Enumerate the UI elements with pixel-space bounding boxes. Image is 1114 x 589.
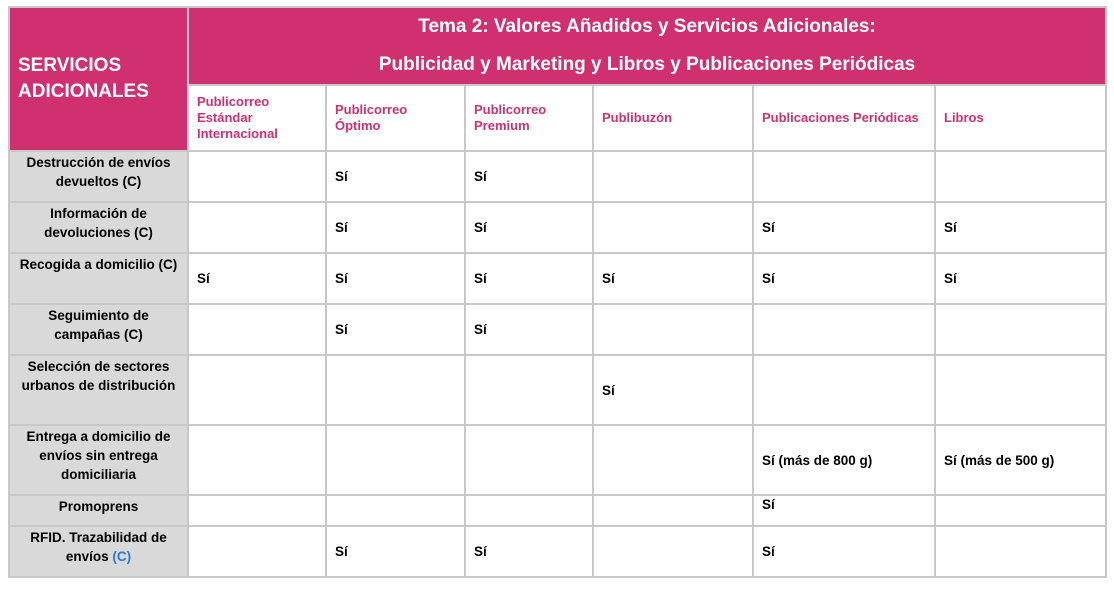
row-label-main: RFID. Trazabilidad de envíos — [30, 530, 167, 564]
column-header: Publicorreo Óptimo — [326, 85, 465, 151]
table-cell — [188, 355, 326, 425]
table-row — [9, 151, 1106, 202]
table-cell: Sí — [935, 202, 1106, 253]
table-cell — [935, 495, 1106, 526]
table-cell: Sí — [465, 304, 593, 355]
services-table-wrapper — [8, 6, 1105, 578]
table-cell — [188, 495, 326, 526]
table-cell — [935, 355, 1106, 425]
table-cell: Sí — [326, 526, 465, 577]
table-cell — [465, 425, 593, 495]
services-table — [8, 6, 1107, 578]
table-row — [9, 202, 1106, 253]
table-cell — [593, 526, 753, 577]
table-cell: Sí — [465, 253, 593, 304]
row-label: Seguimiento de campañas (C) — [9, 304, 188, 355]
table-cell: Sí — [753, 495, 935, 526]
table-cell — [465, 495, 593, 526]
table-cell — [593, 425, 753, 495]
table-cell: Sí — [753, 253, 935, 304]
table-row — [9, 495, 1106, 526]
row-label: Recogida a domicilio (C) — [9, 253, 188, 304]
table-cell — [188, 425, 326, 495]
table-cell: Sí — [326, 202, 465, 253]
table-cell: Sí — [326, 151, 465, 202]
table-cell: Sí — [935, 253, 1106, 304]
table-row — [9, 526, 1106, 577]
table-cell: Sí — [753, 202, 935, 253]
table-cell — [188, 304, 326, 355]
table-cell — [753, 151, 935, 202]
title-row — [9, 7, 1106, 85]
row-label-suffix: (C) — [112, 549, 132, 564]
table-cell — [935, 526, 1106, 577]
table-cell — [465, 355, 593, 425]
table-cell — [188, 526, 326, 577]
table-cell — [593, 202, 753, 253]
table-cell: Sí — [465, 151, 593, 202]
table-cell: Sí — [188, 253, 326, 304]
column-header: Publicorreo Estándar Internacional — [188, 85, 326, 151]
table-cell: Sí — [465, 526, 593, 577]
row-label: Entrega a domicilio de envíos sin entrega domiciliaria — [9, 425, 188, 495]
title-line-2: Publicidad y Marketing y Libros y Publicaciones Periódicas — [378, 54, 916, 75]
table-cell — [593, 304, 753, 355]
corner-label: SERVICIOS ADICIONALES — [9, 7, 188, 151]
column-header: Publibuzón — [593, 85, 753, 151]
table-cell: Sí — [593, 355, 753, 425]
table-row — [9, 253, 1106, 304]
table-cell: Sí — [465, 202, 593, 253]
row-label: Selección de sectores urbanos de distribución — [9, 355, 188, 425]
table-cell — [188, 202, 326, 253]
table-cell: Sí — [753, 526, 935, 577]
table-cell — [326, 425, 465, 495]
table-cell — [935, 304, 1106, 355]
table-cell — [326, 355, 465, 425]
table-cell: Sí — [326, 304, 465, 355]
column-header: Libros — [935, 85, 1106, 151]
table-cell — [753, 304, 935, 355]
table-cell — [753, 355, 935, 425]
table-cell — [188, 151, 326, 202]
table-row — [9, 304, 1106, 355]
row-label: Destrucción de envíos devueltos (C) — [9, 151, 188, 202]
row-label: Promoprens — [9, 495, 188, 526]
row-label — [9, 526, 188, 577]
column-header: Publicaciones Periódicas — [753, 85, 935, 151]
table-cell: Sí (más de 500 g) — [935, 425, 1106, 495]
table-title — [188, 7, 1106, 85]
table-cell — [593, 151, 753, 202]
table-cell — [593, 495, 753, 526]
table-cell — [326, 495, 465, 526]
table-row — [9, 355, 1106, 425]
table-cell — [935, 151, 1106, 202]
column-header: Publicorreo Premium — [465, 85, 593, 151]
row-label: Información de devoluciones (C) — [9, 202, 188, 253]
table-cell: Sí (más de 800 g) — [753, 425, 935, 495]
table-cell: Sí — [593, 253, 753, 304]
table-cell: Sí — [326, 253, 465, 304]
title-line-1: Tema 2: Valores Añadidos y Servicios Adicionales: — [418, 16, 876, 37]
table-row — [9, 425, 1106, 495]
